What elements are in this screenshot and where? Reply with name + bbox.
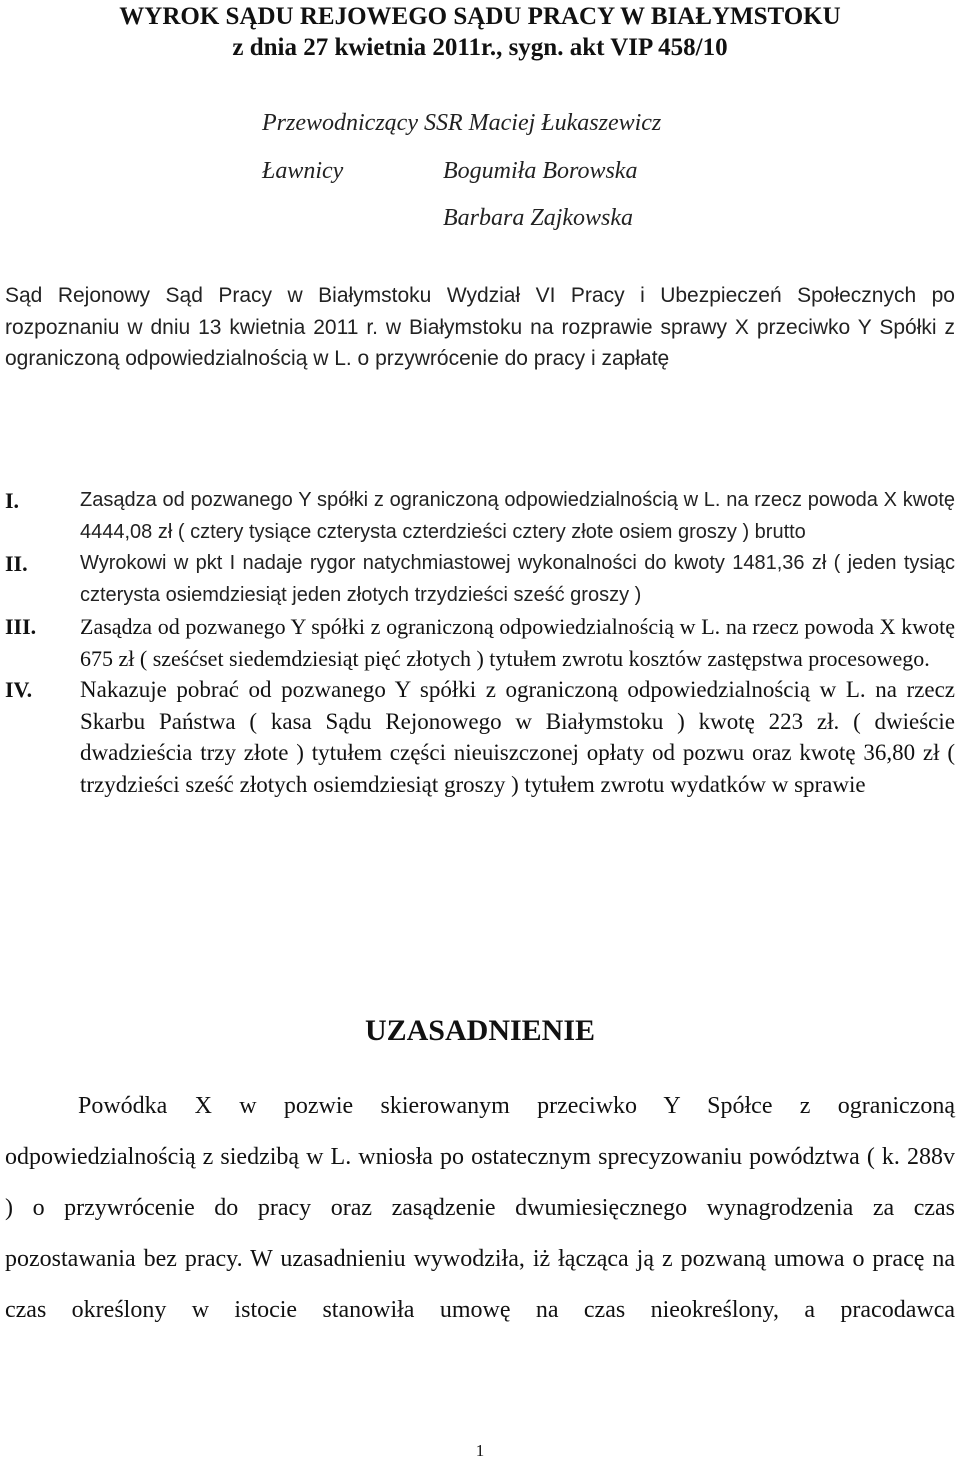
ruling-text: Zasądza od pozwanego Y spółki z ograniczoną odpowiedzialnością w L. na rzecz powoda X kwotę 675 zł ( sześćset siedemdziesiąt pięć złotych ) tytułem zwrotu kosztów zastępstwa procesowego.	[80, 614, 955, 671]
judgment-date-and-case-number: z dnia 27 kwietnia 2011r., sygn. akt VIP 458/10	[232, 34, 728, 61]
ruling-numeral: I.	[5, 488, 20, 513]
ruling-list	[0, 485, 960, 800]
ruling-text: Nakazuje pobrać od pozwanego Y spółki z ograniczoną odpowiedzialnością w L. na rzecz Skarbu Państwa ( kasa Sądu Rejonowego w Białymstoku ) kwotę 223 zł. ( dwieście dwadzieścia trzy złote ) tytułem części nieuiszczonej opłaty od pozwu oraz kwotę 36,80 zł ( trzydzieści sześć złotych osiemdziesiąt groszy ) tytułem zwrotu wydatków w sprawie	[80, 677, 955, 797]
ruling-numeral: III.	[5, 614, 37, 639]
ruling-numeral: II.	[5, 551, 28, 576]
page-number: 1	[475, 1441, 485, 1460]
ruling-item	[0, 674, 960, 800]
lay-judges-label: Ławnicy	[262, 158, 344, 184]
ruling-text: Zasądza od pozwanego Y spółki z ograniczoną odpowiedzialnością w L. na rzecz powoda X kwotę 4444,08 zł ( cztery tysiące czterysta czterdzieści cztery złote osiem groszy ) brutto	[80, 489, 955, 543]
justification-paragraph: Powódka X w pozwie skierowanym przeciwko Y Spółce z ograniczoną odpowiedzialnością z siedzibą w L. wniosła po ostatecznym sprecyzowaniu powództwa ( k. 288v ) o przywrócenie do pracy oraz zasądzenie dwumiesięcznego wynagrodzenia za czas pozostawania bez pracy. W uzasadnieniu wywodziła, iż łącząca ją z pozwaną umowa o pracę na czas określony w istocie stanowiła umowę na czas nieokreślony, a pracodawca	[5, 1093, 955, 1323]
ruling-numeral: IV.	[5, 677, 33, 702]
lay-judge-2: Barbara Zajkowska	[443, 205, 634, 231]
lay-judge-1: Bogumiła Borowska	[443, 158, 638, 184]
ruling-item	[0, 548, 960, 611]
judgment-title: WYROK SĄDU REJOWEGO SĄDU PRACY W BIAŁYMSTOKU	[119, 3, 841, 30]
ruling-text: Wyrokowi w pkt I nadaje rygor natychmiastowej wykonalności do kwoty 1481,36 zł ( jeden tysiąc czterysta osiemdziesiąt jeden złotych trzydzieści sześć groszy )	[80, 552, 955, 606]
justification-heading: UZASADNIENIE	[364, 1014, 596, 1047]
ruling-item	[0, 611, 960, 674]
court-intro-paragraph: Sąd Rejonowy Sąd Pracy w Białymstoku Wydział VI Pracy i Ubezpieczeń Społecznych po rozpoznaniu w dniu 13 kwietnia 2011 r. w Białymstoku na rozprawie sprawy X przeciwko Y Spółki z ograniczoną odpowiedzialnością w L. o przywrócenie do pracy i zapłatę	[5, 284, 955, 370]
presiding-judge: Przewodniczący SSR Maciej Łukaszewicz	[262, 110, 662, 136]
ruling-item	[0, 485, 960, 548]
